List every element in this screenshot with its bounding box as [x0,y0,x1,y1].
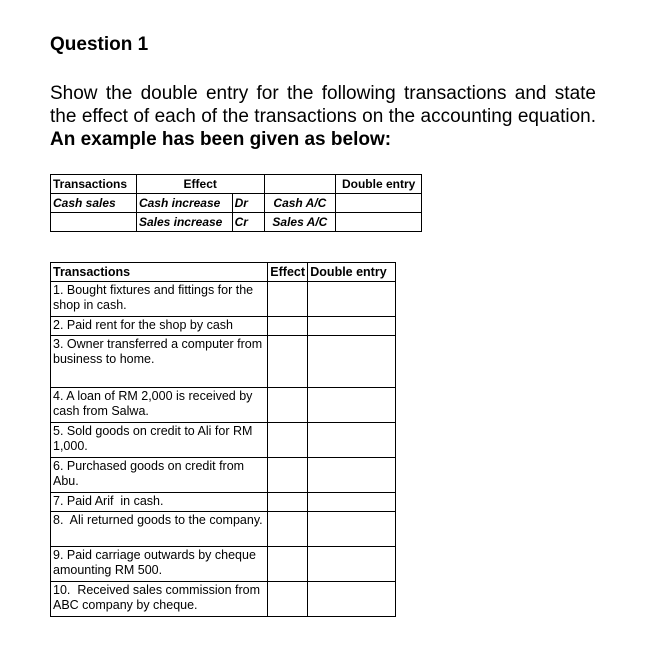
example-cell [51,213,137,232]
effect-cell[interactable] [268,582,308,617]
double-entry-cell[interactable] [308,423,396,458]
double-entry-cell[interactable] [308,317,396,336]
double-entry-cell[interactable] [308,493,396,512]
intro-text: Show the double entry for the following transactions and state the effect of each of the transactions on the accounting equation. [50,83,596,127]
example-row [51,213,422,232]
table-row [51,582,396,617]
double-entry-cell[interactable] [308,512,396,547]
transaction-cell: 4. A loan of RM 2,000 is received by cash from Salwa. [51,388,268,423]
transaction-cell: 3. Owner transferred a computer from business to home. [51,336,268,388]
table-row [51,458,396,493]
double-entry-cell[interactable] [308,336,396,388]
example-cell [336,194,422,213]
double-entry-cell[interactable] [308,582,396,617]
transaction-cell: 9. Paid carriage outwards by cheque amounting RM 500. [51,547,268,582]
effect-cell[interactable] [268,547,308,582]
exercise-header-row [51,263,396,282]
effect-cell[interactable] [268,336,308,388]
example-cell: Cash A/C [264,194,336,213]
intro-bold-text: An example has been given as below: [50,129,392,150]
effect-cell[interactable] [268,282,308,317]
transaction-cell: 5. Sold goods on credit to Ali for RM 1,000. [51,423,268,458]
double-entry-cell[interactable] [308,458,396,493]
exercise-header-double-entry: Double entry [308,263,396,282]
effect-cell[interactable] [268,493,308,512]
transaction-cell: 8. Ali returned goods to the company. [51,512,268,547]
example-cell: Cr [232,213,264,232]
question-title: Question 1 [50,34,149,55]
effect-cell[interactable] [268,458,308,493]
example-cell: Cash sales [51,194,137,213]
example-cell [336,213,422,232]
exercise-header-effect: Effect [268,263,308,282]
exercise-header-transactions: Transactions [51,263,268,282]
table-row [51,423,396,458]
example-cell: Sales increase [136,213,232,232]
table-row [51,282,396,317]
transaction-cell: 7. Paid Arif in cash. [51,493,268,512]
transaction-cell: 10. Received sales commission from ABC company by cheque. [51,582,268,617]
table-row [51,493,396,512]
example-cell: Sales A/C [264,213,336,232]
transaction-cell: 1. Bought fixtures and fittings for the shop in cash. [51,282,268,317]
example-cell: Dr [232,194,264,213]
example-header-blank [264,175,336,194]
example-table [50,174,422,232]
transaction-cell: 2. Paid rent for the shop by cash [51,317,268,336]
example-header-effect: Effect [136,175,264,194]
example-header-row [51,175,422,194]
effect-cell[interactable] [268,423,308,458]
transaction-cell: 6. Purchased goods on credit from Abu. [51,458,268,493]
double-entry-cell[interactable] [308,388,396,423]
effect-cell[interactable] [268,317,308,336]
example-header-double-entry: Double entry [336,175,422,194]
example-header-transactions: Transactions [51,175,137,194]
table-row [51,547,396,582]
example-row [51,194,422,213]
table-row [51,388,396,423]
table-row [51,336,396,388]
table-row [51,512,396,547]
double-entry-cell[interactable] [308,547,396,582]
exercise-table [50,262,396,617]
double-entry-cell[interactable] [308,282,396,317]
example-cell: Cash increase [136,194,232,213]
effect-cell[interactable] [268,512,308,547]
question-intro [50,82,596,151]
table-row [51,317,396,336]
effect-cell[interactable] [268,388,308,423]
